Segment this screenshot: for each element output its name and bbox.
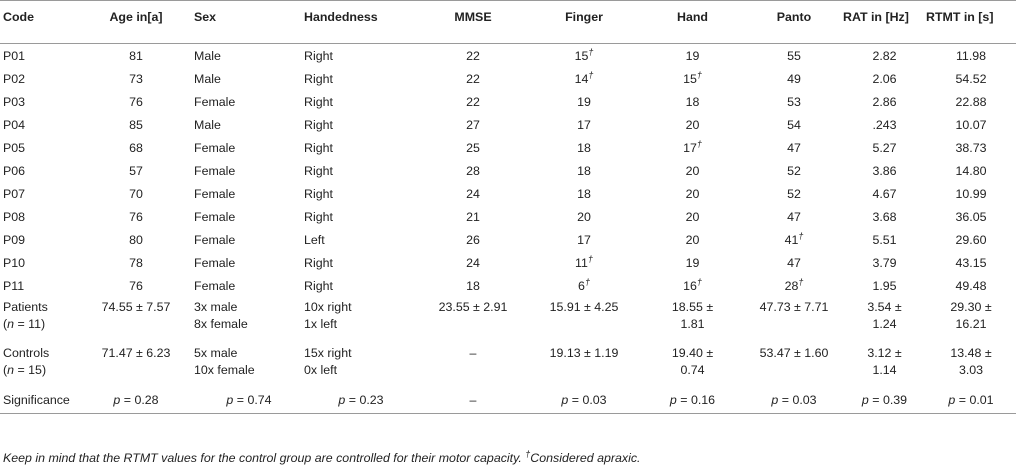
- summary-cell-age: 74.55 ± 7.57: [101, 299, 171, 314]
- summary-cell-rat: 3.12 ± 1.14: [867, 345, 902, 377]
- cell-sex: [194, 136, 304, 159]
- cell-finger: [528, 228, 640, 251]
- table-row: [0, 228, 1016, 251]
- cell-value: 49: [787, 71, 801, 86]
- table-row: [0, 274, 1016, 297]
- cell-rtmt: [926, 274, 1016, 297]
- significance-finger: p = 0.03: [528, 389, 640, 414]
- cell-value: 18: [577, 140, 591, 155]
- cell-sex: [194, 44, 304, 67]
- cell-value: 14.80: [955, 163, 987, 178]
- cell-value: 85: [129, 117, 143, 132]
- cell-rtmt: [926, 136, 1016, 159]
- cell-age: [78, 159, 194, 182]
- cell-value: .243: [872, 117, 897, 132]
- summary-cell-code: Patients (n = 11): [3, 299, 48, 331]
- cell-mmse: [418, 90, 528, 113]
- cell-finger: [528, 274, 640, 297]
- cell-panto: [745, 113, 843, 136]
- cell-value: 76: [129, 94, 143, 109]
- cell-rat: [843, 182, 926, 205]
- cell-value: 19: [577, 94, 591, 109]
- dagger-symbol: †: [696, 276, 702, 287]
- cell-handtest: [640, 159, 745, 182]
- col-header-hand: Hand: [640, 1, 745, 44]
- summary-cell-panto: 53.47 ± 1.60: [759, 345, 829, 360]
- cell-sex: [194, 228, 304, 251]
- cell-value: Right: [304, 49, 333, 63]
- cell-value: 10.07: [955, 117, 987, 132]
- cell-code: [0, 90, 78, 113]
- table-row: [0, 159, 1016, 182]
- cell-value: 27: [466, 117, 480, 132]
- cell-sex: [194, 67, 304, 90]
- table-row: [0, 44, 1016, 67]
- cell-value: 18: [577, 186, 591, 201]
- cell-value: 73: [129, 71, 143, 86]
- cell-value: P02: [3, 71, 26, 86]
- cell-age: [78, 113, 194, 136]
- cell-value: 81: [129, 49, 143, 63]
- cell-value: 22: [466, 94, 480, 109]
- cell-value: 18: [685, 94, 700, 109]
- cell-value: Male: [194, 71, 221, 86]
- col-header-rat: RAT in [Hz]: [843, 1, 926, 44]
- cell-value: 53: [787, 94, 801, 109]
- summary-cell-mmse: 23.55 ± 2.91: [438, 299, 508, 314]
- col-header-panto: Panto: [745, 1, 843, 44]
- cell-rtmt: [926, 90, 1016, 113]
- col-header-finger: Finger: [528, 1, 640, 44]
- cell-value: 20: [685, 163, 700, 178]
- summary-cell-mmse: –: [469, 345, 477, 360]
- cell-rat: [843, 44, 926, 67]
- cell-rtmt: [926, 205, 1016, 228]
- cell-value: Right: [304, 209, 333, 224]
- summary-cell-sex: 3x male 8x female: [194, 299, 248, 331]
- cell-hand: [304, 182, 418, 205]
- cell-value: 1.95: [872, 278, 897, 293]
- cell-code: [0, 67, 78, 90]
- cell-value: 52: [787, 186, 801, 201]
- cell-value: 47: [787, 255, 801, 270]
- cell-value: 43.15: [955, 255, 987, 270]
- cell-code: [0, 274, 78, 297]
- cell-mmse: [418, 182, 528, 205]
- significance-handedness: p = 0.23: [304, 389, 418, 414]
- cell-value: 5.51: [872, 232, 897, 247]
- cell-sex: [194, 182, 304, 205]
- cell-rtmt: [926, 251, 1016, 274]
- cell-value: Female: [194, 278, 236, 293]
- cell-rtmt: [926, 113, 1016, 136]
- cell-value: 20: [685, 186, 700, 201]
- cell-mmse: [418, 136, 528, 159]
- cell-value: P09: [3, 232, 26, 247]
- cell-value: 15: [683, 71, 697, 86]
- significance-rat: p = 0.39: [843, 389, 926, 414]
- cell-finger: [528, 182, 640, 205]
- cell-hand: [304, 159, 418, 182]
- cell-handtest: [640, 205, 745, 228]
- cell-value: 21: [466, 209, 480, 224]
- cell-finger: [528, 251, 640, 274]
- summary-cell-age: 71.47 ± 6.23: [101, 345, 171, 360]
- cell-value: 5.27: [872, 140, 897, 155]
- cell-value: 20: [685, 232, 700, 247]
- table-row: [0, 251, 1016, 274]
- cell-value: 47: [787, 209, 801, 224]
- table-row: [0, 205, 1016, 228]
- cell-value: 57: [129, 163, 143, 178]
- dagger-symbol: †: [696, 69, 702, 80]
- cell-value: 20: [685, 209, 700, 224]
- cell-value: 3.68: [872, 209, 897, 224]
- controls-summary-row: [0, 343, 1016, 389]
- cell-code: [0, 182, 78, 205]
- cell-value: 17: [577, 232, 591, 247]
- cell-mmse: [418, 67, 528, 90]
- cell-value: 24: [466, 186, 480, 201]
- cell-value: 16: [683, 278, 697, 293]
- cell-hand: [304, 67, 418, 90]
- col-header-handedness: Handedness: [304, 1, 418, 44]
- cell-value: 52: [787, 163, 801, 178]
- cell-value: Right: [304, 163, 333, 178]
- dagger-symbol: †: [525, 448, 531, 459]
- cell-value: P07: [3, 186, 26, 201]
- cell-value: Right: [304, 94, 333, 109]
- cell-value: Female: [194, 163, 236, 178]
- cell-value: 22.88: [955, 94, 987, 109]
- cell-value: Female: [194, 94, 236, 109]
- cell-panto: [745, 44, 843, 67]
- cell-value: 76: [129, 278, 143, 293]
- table-row: [0, 90, 1016, 113]
- significance-panto: p = 0.03: [745, 389, 843, 414]
- cell-code: [0, 251, 78, 274]
- cell-finger: [528, 205, 640, 228]
- cell-value: P08: [3, 209, 26, 224]
- cell-value: Right: [304, 71, 333, 86]
- cell-value: Male: [194, 117, 221, 132]
- col-header-rtmt: RTMT in [s]: [926, 1, 1016, 44]
- cell-value: 11.98: [955, 49, 987, 63]
- cell-value: Right: [304, 278, 333, 293]
- cell-handtest: [640, 182, 745, 205]
- cell-value: Male: [194, 49, 221, 63]
- cell-sex: [194, 251, 304, 274]
- significance-label: Significance: [0, 389, 78, 414]
- summary-cell-rtmt: 29.30 ± 16.21: [950, 299, 992, 331]
- cell-panto: [745, 251, 843, 274]
- patients-summary-row: [0, 297, 1016, 343]
- summary-cell-handedness: 15x right 0x left: [304, 345, 352, 377]
- cell-value: 6: [578, 278, 585, 293]
- footnote-text: Keep in mind that the RTMT values for the control group are controlled for their motor capacity.: [3, 451, 526, 465]
- summary-cell-handedness: 10x right 1x left: [304, 299, 352, 331]
- cell-code: [0, 159, 78, 182]
- summary-cell-code: Controls (n = 15): [3, 345, 50, 377]
- cell-age: [78, 44, 194, 67]
- cell-value: 2.86: [872, 94, 897, 109]
- cell-age: [78, 136, 194, 159]
- cell-value: 19: [685, 49, 700, 63]
- cell-mmse: [418, 251, 528, 274]
- cell-handtest: [640, 136, 745, 159]
- cell-rat: [843, 159, 926, 182]
- summary-cell-hand: 18.55 ± 1.81: [671, 299, 714, 331]
- cell-value: 11: [575, 255, 588, 270]
- cell-hand: [304, 90, 418, 113]
- cell-panto: [745, 182, 843, 205]
- cell-sex: [194, 113, 304, 136]
- table-row: [0, 67, 1016, 90]
- cell-handtest: [640, 228, 745, 251]
- table-row: [0, 182, 1016, 205]
- cell-rat: [843, 251, 926, 274]
- dagger-symbol: †: [798, 230, 804, 241]
- cell-value: 49.48: [955, 278, 987, 293]
- cell-value: P06: [3, 163, 26, 178]
- cell-finger: [528, 113, 640, 136]
- cell-handtest: [640, 251, 745, 274]
- cell-value: 26: [466, 232, 480, 247]
- cell-age: [78, 67, 194, 90]
- cell-code: [0, 136, 78, 159]
- cell-code: [0, 44, 78, 67]
- cell-value: 2.06: [872, 71, 897, 86]
- cell-rtmt: [926, 159, 1016, 182]
- cell-value: Right: [304, 186, 333, 201]
- cell-hand: [304, 205, 418, 228]
- cell-mmse: [418, 228, 528, 251]
- cell-value: 55: [787, 49, 801, 63]
- cell-value: P05: [3, 140, 26, 155]
- summary-cell-rtmt: 13.48 ± 3.03: [950, 345, 992, 377]
- cell-age: [78, 274, 194, 297]
- cell-value: 54.52: [955, 71, 987, 86]
- cell-value: P04: [3, 117, 26, 132]
- dagger-symbol: †: [588, 46, 594, 57]
- cell-rat: [843, 113, 926, 136]
- cell-value: Female: [194, 255, 236, 270]
- cell-value: 28: [466, 163, 480, 178]
- table-row: [0, 113, 1016, 136]
- cell-value: 18: [466, 278, 480, 293]
- cell-age: [78, 182, 194, 205]
- significance-sex: p = 0.74: [194, 389, 304, 414]
- cell-code: [0, 205, 78, 228]
- cell-mmse: [418, 205, 528, 228]
- cell-value: 10.99: [955, 186, 987, 201]
- cell-handtest: [640, 274, 745, 297]
- cell-value: 4.67: [872, 186, 897, 201]
- significance-row: [0, 389, 1016, 414]
- cell-code: [0, 113, 78, 136]
- cell-panto: [745, 228, 843, 251]
- cell-sex: [194, 205, 304, 228]
- cell-value: 41: [784, 232, 799, 247]
- cell-value: 22: [466, 71, 480, 86]
- col-header-age: Age in[a]: [78, 1, 194, 44]
- cell-rtmt: [926, 44, 1016, 67]
- cell-panto: [745, 90, 843, 113]
- cell-rtmt: [926, 228, 1016, 251]
- cell-value: Female: [194, 186, 236, 201]
- cell-hand: [304, 251, 418, 274]
- table-footnote: [3, 448, 641, 465]
- cell-finger: [528, 90, 640, 113]
- cell-value: 19: [685, 255, 700, 270]
- cell-value: 76: [129, 209, 143, 224]
- summary-cell-rat: 3.54 ± 1.24: [867, 299, 902, 331]
- cell-value: 78: [129, 255, 143, 270]
- cell-mmse: [418, 113, 528, 136]
- cell-value: 14: [574, 71, 589, 86]
- cell-handtest: [640, 67, 745, 90]
- cell-age: [78, 90, 194, 113]
- cell-finger: [528, 136, 640, 159]
- cell-handtest: [640, 90, 745, 113]
- summary-cell-hand: 19.40 ± 0.74: [671, 345, 714, 377]
- col-header-mmse: MMSE: [418, 1, 528, 44]
- cell-value: 36.05: [955, 209, 987, 224]
- cell-code: [0, 228, 78, 251]
- dagger-symbol: †: [696, 138, 702, 149]
- significance-age: p = 0.28: [78, 389, 194, 414]
- cell-hand: [304, 136, 418, 159]
- cell-value: Right: [304, 117, 333, 132]
- cell-handtest: [640, 113, 745, 136]
- cell-value: Female: [194, 140, 236, 155]
- col-header-code: Code: [0, 1, 78, 44]
- cell-value: 17: [577, 117, 591, 132]
- cell-value: P10: [3, 255, 26, 270]
- cell-value: 38.73: [955, 140, 987, 155]
- cell-panto: [745, 274, 843, 297]
- cell-hand: [304, 228, 418, 251]
- cell-panto: [745, 205, 843, 228]
- cell-hand: [304, 113, 418, 136]
- cell-hand: [304, 44, 418, 67]
- cell-mmse: [418, 159, 528, 182]
- summary-cell-finger: 19.13 ± 1.19: [549, 345, 619, 360]
- cell-panto: [745, 136, 843, 159]
- cell-value: 22: [466, 49, 480, 63]
- dagger-symbol: †: [587, 253, 593, 264]
- cell-value: P11: [3, 278, 25, 293]
- cell-mmse: [418, 274, 528, 297]
- cell-finger: [528, 67, 640, 90]
- cell-value: Right: [304, 140, 333, 155]
- summary-cell-panto: 47.73 ± 7.71: [759, 299, 829, 314]
- cell-value: Female: [194, 232, 236, 247]
- cell-rat: [843, 274, 926, 297]
- cell-value: P01: [3, 49, 26, 63]
- cell-value: Left: [304, 232, 325, 247]
- cell-finger: [528, 159, 640, 182]
- cell-panto: [745, 67, 843, 90]
- cell-value: Female: [194, 209, 236, 224]
- cell-value: 24: [466, 255, 480, 270]
- cell-value: 3.79: [872, 255, 897, 270]
- dagger-symbol: †: [798, 276, 804, 287]
- cell-rtmt: [926, 182, 1016, 205]
- cell-sex: [194, 159, 304, 182]
- cell-handtest: [640, 44, 745, 67]
- cell-value: 20: [685, 117, 700, 132]
- cell-age: [78, 205, 194, 228]
- cell-value: 15: [574, 49, 589, 63]
- cell-age: [78, 228, 194, 251]
- cell-value: 68: [129, 140, 143, 155]
- significance-mmse: –: [418, 389, 528, 414]
- cell-value: 29.60: [955, 232, 987, 247]
- cell-rat: [843, 205, 926, 228]
- cell-value: 20: [577, 209, 591, 224]
- cell-value: 2.82: [872, 49, 897, 63]
- cell-rat: [843, 67, 926, 90]
- header-row: [0, 1, 1016, 44]
- summary-cell-sex: 5x male 10x female: [194, 345, 255, 377]
- cell-value: 47: [787, 140, 801, 155]
- cell-age: [78, 251, 194, 274]
- cell-rat: [843, 90, 926, 113]
- significance-hand: p = 0.16: [640, 389, 745, 414]
- cell-value: 70: [129, 186, 143, 201]
- cell-value: 28: [784, 278, 799, 293]
- cell-hand: [304, 274, 418, 297]
- cell-value: 54: [787, 117, 801, 132]
- table-row: [0, 136, 1016, 159]
- col-header-sex: Sex: [194, 1, 304, 44]
- cell-rat: [843, 136, 926, 159]
- cell-value: 17: [683, 140, 697, 155]
- cell-panto: [745, 159, 843, 182]
- summary-cell-finger: 15.91 ± 4.25: [549, 299, 619, 314]
- cell-sex: [194, 274, 304, 297]
- cell-finger: [528, 44, 640, 67]
- cell-value: 80: [129, 232, 143, 247]
- cell-value: P03: [3, 94, 26, 109]
- footnote-text-2: Considered apraxic.: [530, 451, 641, 465]
- cell-value: 25: [466, 140, 480, 155]
- cell-value: Right: [304, 255, 333, 270]
- dagger-symbol: †: [588, 69, 594, 80]
- cell-value: 18: [577, 163, 591, 178]
- cell-rtmt: [926, 67, 1016, 90]
- cell-rat: [843, 228, 926, 251]
- cell-value: 3.86: [872, 163, 897, 178]
- cell-sex: [194, 90, 304, 113]
- dagger-symbol: †: [584, 276, 590, 287]
- significance-rtmt: p = 0.01: [926, 389, 1016, 414]
- cell-mmse: [418, 44, 528, 67]
